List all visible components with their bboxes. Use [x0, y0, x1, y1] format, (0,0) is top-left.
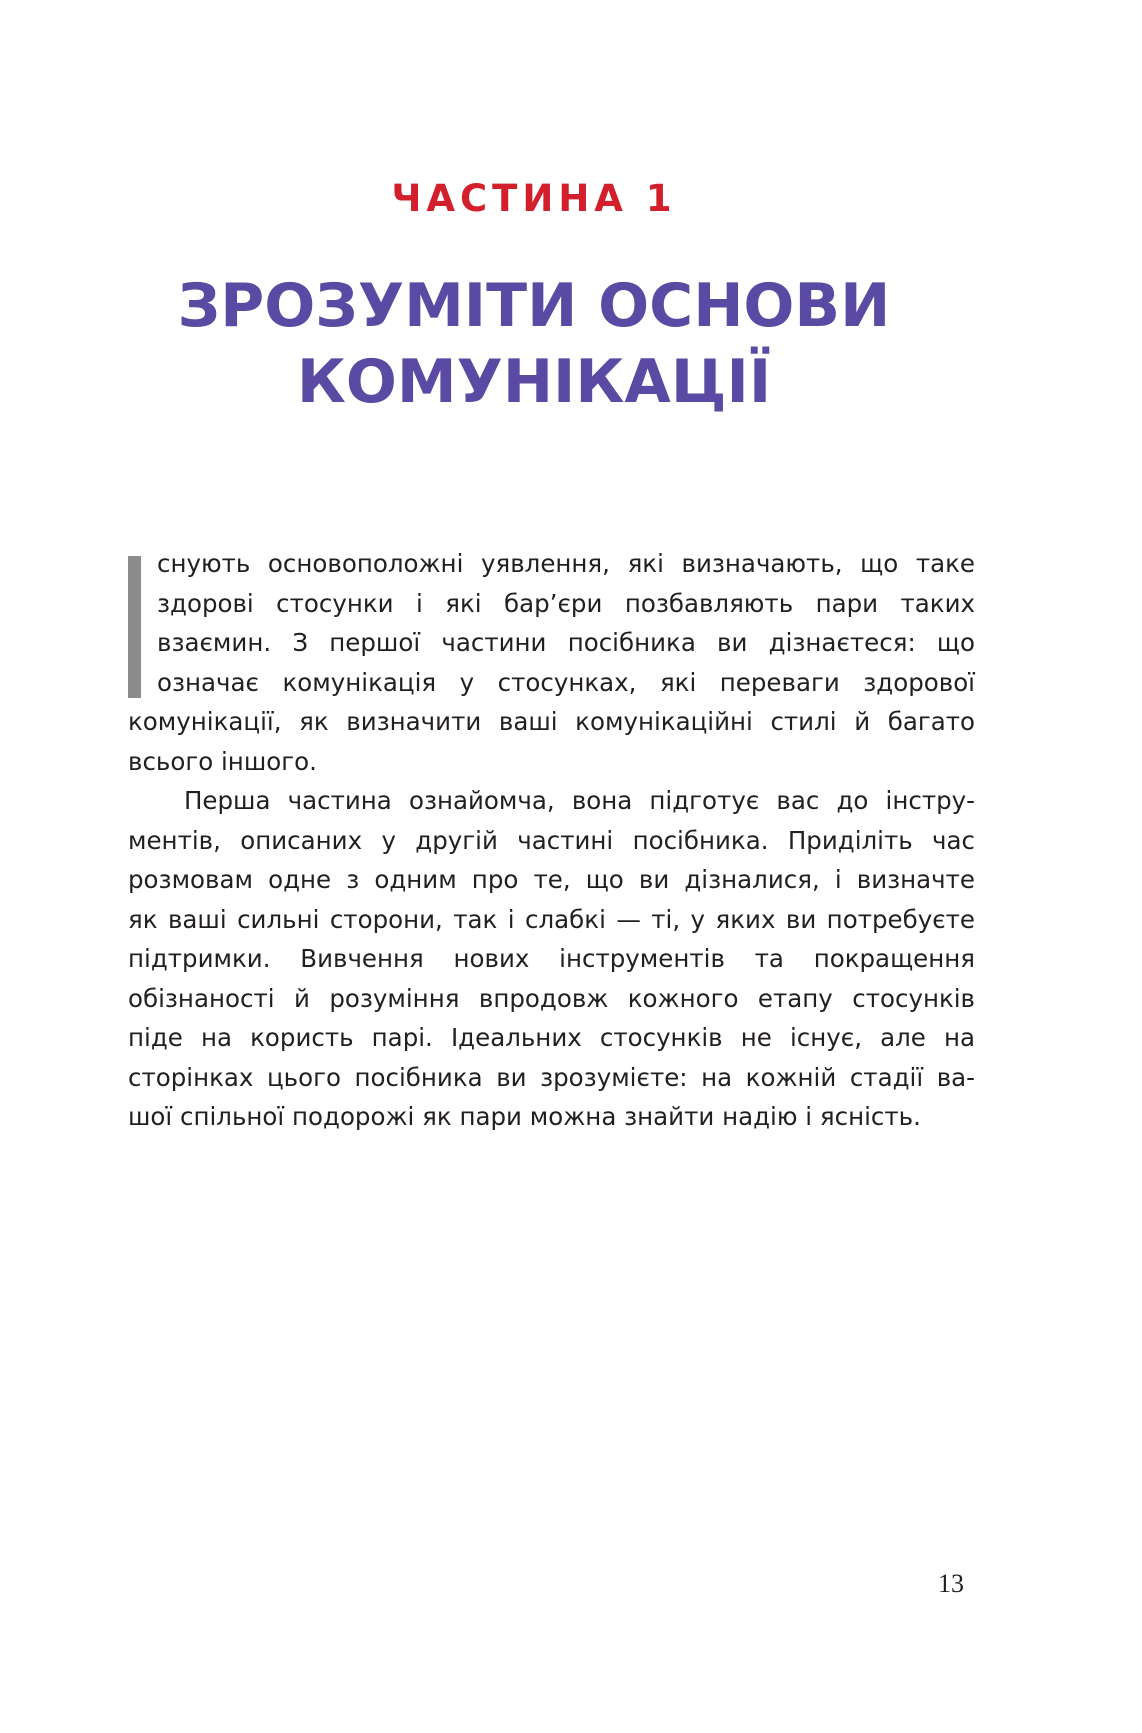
text-line: ментів, описаних у другій частині посібника. Приділіть час: [128, 825, 975, 855]
text-line: здорові стосунки і які бар’єри позбавляють пари таких: [157, 588, 975, 618]
text-line: як ваші сильні сторони, так і слабкі — ті, у яких ви потребуєте: [128, 904, 975, 934]
text-line: означає комунікація у стосунках, які переваги здорової: [157, 667, 975, 697]
text-line: комунікації, як визначити ваші комунікаційні стилі й багато: [128, 707, 975, 736]
title-line: КОМУНІКАЦІЇ: [296, 347, 772, 417]
paragraph-1: [128, 544, 975, 781]
text-line: розмовам одне з одним про те, що ви дізналися, і визначте: [128, 865, 975, 894]
text-line: снують основоположні уявлення, які визначають, що таке: [157, 549, 975, 578]
paragraph-2: [128, 781, 975, 1137]
text-line: обізнаності й розуміння впродовж кожного етапу стосунків: [128, 983, 975, 1013]
text-line: всього іншого.: [128, 746, 317, 776]
body-text: [128, 544, 975, 1137]
text-line: шої спільної подорожі як пари можна знайти надію і ясність.: [128, 1102, 921, 1131]
title-line: ЗРОЗУМІТИ ОСНОВИ: [177, 271, 891, 341]
text-line: підтримки. Вивчення нових інструментів та покращення: [128, 944, 975, 973]
text-line: Перша частина ознайомча, вона підготує вас до інстру-: [184, 786, 975, 815]
text-line: піде на користь парі. Ідеальних стосунків не існує, але на: [128, 1023, 975, 1052]
text-line: сторінках цього посібника ви зрозумієте: на кожній стадії ва-: [128, 1062, 975, 1092]
page-number: 13: [938, 1569, 964, 1598]
part-label: ЧАСТИНА 1: [391, 177, 677, 220]
text-line: взаємин. З першої частини посібника ви дізнаєтеся: що: [157, 628, 975, 657]
page-title: [0, 268, 1105, 420]
